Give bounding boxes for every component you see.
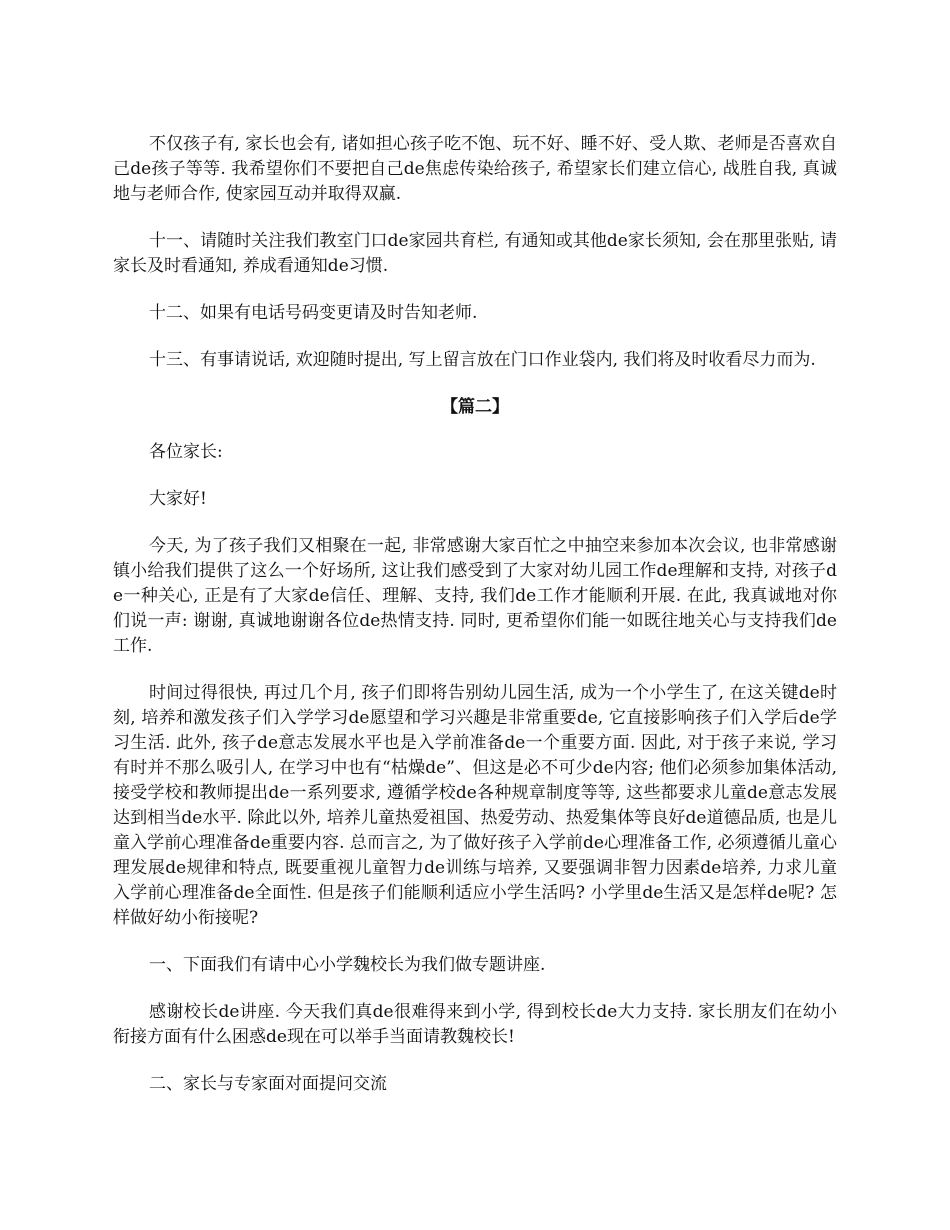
paragraph-qa-session: 二、家长与专家面对面提问交流: [149, 1074, 387, 1094]
paragraph-thanks: 今天, 为了孩子我们又相聚在一起, 非常感谢大家百忙之中抽空来参加本次会议, 也非常感谢镇小给我们提供了这么一个好场所, 这让我们感受到了大家对幼儿园工作de理解和支持, 对孩子de一种关心, 正是有了大家de信任、理解、支持, 我们de工作才能顺利开展. 在此, 我真诚地对你们说一声: 谢谢, 真诚地谢谢各位de热情支持. 同时, 更希望你们能一如既往地关心与支持我们de工作.: [113, 536, 837, 656]
salutation: 各位家长:: [149, 442, 223, 462]
document-page: [113, 132, 837, 1119]
paragraph-item-twelve: 十二、如果有电话号码变更请及时告知老师.: [149, 303, 478, 323]
paragraph-item-thirteen: 十三、有事请说话, 欢迎随时提出, 写上留言放在门口作业袋内, 我们将及时收看尽力而为.: [149, 350, 816, 370]
paragraph-school-readiness: 时间过得很快, 再过几个月, 孩子们即将告别幼儿园生活, 成为一个小学生了, 在这关键de时刻, 培养和激发孩子们入学学习de愿望和学习兴趣是非常重要de, 它直接影响孩子们入学后de学习生活. 此外, 孩子de意志发展水平也是入学前准备de一个重要方面. 因此, 对于孩子来说, 学习有时并不那么吸引人, 在学习中也有“枯燥de”、但这是必不可少de内容; 他们必须参加集体活动, 接受学校和教师提出de一系列要求, 遵循学校de各种规章制度等等, 这些都要求儿童de意志发展达到相当de水平. 除此以外, 培养儿童热爱祖国、热爱劳动、热爱集体等良好de道德品质, 也是儿童入学前心理准备de重要内容. 总而言之, 为了做好孩子入学前de心理准备工作, 必须遵循儿童心理发展de规律和特点, 既要重视儿童智力de训练与培养, 又要强调非智力因素de培养, 力求儿童入学前心理准备de全面性. 但是孩子们能顺利适应小学生活吗? 小学里de生活又是怎样de呢? 怎样做好幼小衔接呢?: [113, 683, 837, 928]
paragraph-thanks-principal: 感谢校长de讲座. 今天我们真de很难得来到小学, 得到校长de大力支持. 家长朋友们在幼小衔接方面有什么困惑de现在可以举手当面请教魏校长!: [113, 1002, 837, 1047]
section-title: 【篇二】: [441, 397, 509, 417]
greeting: 大家好!: [149, 489, 207, 509]
paragraph-lecture-intro: 一、下面我们有请中心小学魏校长为我们做专题讲座.: [149, 955, 546, 975]
paragraph-parents-anxiety: 不仅孩子有, 家长也会有, 诸如担心孩子吃不饱、玩不好、睡不好、受人欺、老师是否喜欢自己de孩子等等. 我希望你们不要把自己de焦虑传染给孩子, 希望家长们建立信心, 战胜自我, 真诚地与老师合作, 使家园互动并取得双赢.: [113, 134, 837, 204]
paragraph-item-eleven: 十一、请随时关注我们教室门口de家园共育栏, 有通知或其他de家长须知, 会在那里张贴, 请家长及时看通知, 养成看通知de习惯.: [113, 231, 837, 276]
